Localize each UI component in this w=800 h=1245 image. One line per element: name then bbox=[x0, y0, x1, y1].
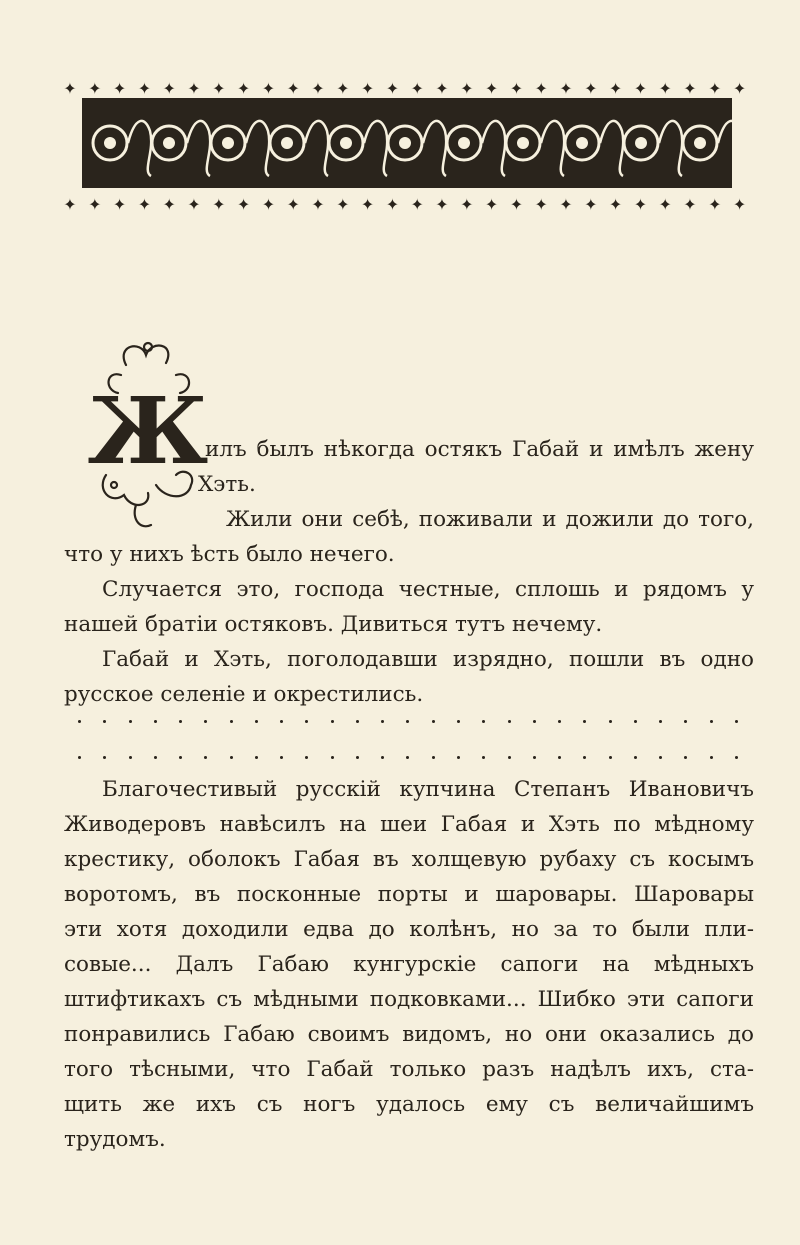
ellipsis-dot bbox=[129, 756, 132, 759]
ellipsis-dot bbox=[533, 720, 536, 723]
ornament-star-icon: ✦ bbox=[584, 79, 598, 98]
ornament-star-icon: ✦ bbox=[484, 195, 499, 214]
ornament-star-icon: ✦ bbox=[608, 195, 623, 214]
ornament-star-icon: ✦ bbox=[683, 79, 697, 98]
text-line-9: Благочестивый русскій купчина Степанъ Ивановичъ bbox=[102, 777, 754, 802]
ornament-star-icon: ✦ bbox=[608, 79, 623, 98]
ornament-star-icon: ✦ bbox=[708, 79, 722, 98]
text-line-3: Жили они себѣ, поживали и дожили до того, bbox=[226, 507, 754, 532]
ornament-star-icon: ✦ bbox=[212, 195, 226, 214]
text-line-2: Хэть. bbox=[198, 472, 256, 497]
ellipsis-dot bbox=[381, 756, 384, 759]
ellipsis-dot bbox=[331, 756, 334, 759]
ornament-star-icon: ✦ bbox=[336, 195, 350, 214]
ellipsis-dot bbox=[230, 720, 233, 723]
text-line-14: совые... Далъ Габаю кунгурскіе сапоги на мѣдныхъ bbox=[64, 952, 754, 977]
text-line-12: воротомъ, въ посконные порты и шаровары. Шаровары bbox=[64, 882, 754, 907]
text-line-8: русское селеніе и окрестились. bbox=[64, 682, 424, 707]
ornament-star-icon: ✦ bbox=[683, 195, 697, 214]
ellipsis-dot bbox=[255, 756, 258, 759]
ornament-star-icon: ✦ bbox=[88, 195, 102, 214]
ellipsis-row-2 bbox=[78, 756, 738, 759]
ellipsis-dot bbox=[179, 720, 182, 723]
ornament-star-icon: ✦ bbox=[484, 79, 499, 98]
text-line-11: крестику, оболокъ Габая въ холщевую рубаху съ косымъ bbox=[64, 847, 754, 872]
ellipsis-dot bbox=[482, 756, 485, 759]
ellipsis-dot bbox=[735, 720, 738, 723]
ellipsis-dot bbox=[129, 720, 132, 723]
headpiece-rosette-center bbox=[635, 137, 647, 149]
text-line-17: того тѣсными, что Габай только разъ надѣлъ ихъ, ста- bbox=[64, 1057, 754, 1082]
ornament-star-icon: ✦ bbox=[187, 79, 201, 98]
ornament-star-icon: ✦ bbox=[187, 195, 201, 214]
headpiece-rosette-center bbox=[399, 137, 411, 149]
ornament-star-icon: ✦ bbox=[137, 79, 152, 98]
ellipsis-dot bbox=[684, 756, 687, 759]
ornament-star-icon: ✦ bbox=[633, 195, 648, 214]
ellipsis-dot bbox=[280, 720, 283, 723]
ornament-star-icon: ✦ bbox=[286, 79, 300, 98]
ellipsis-dot bbox=[457, 756, 460, 759]
ornament-star-icon: ✦ bbox=[410, 195, 424, 214]
ellipsis-dot bbox=[710, 756, 713, 759]
ellipsis-dot bbox=[305, 720, 308, 723]
ellipsis-dot bbox=[230, 756, 233, 759]
ornament-star-icon: ✦ bbox=[261, 79, 276, 98]
ellipsis-dot bbox=[609, 720, 612, 723]
ellipsis-dot bbox=[103, 720, 106, 723]
dropcap-letter: Ж bbox=[87, 377, 209, 485]
headpiece-rosette-center bbox=[163, 137, 175, 149]
headpiece-rosette-center bbox=[517, 137, 529, 149]
text-line-10: Живодеровъ навѣсилъ на шеи Габая и Хэть по мѣдному bbox=[64, 812, 754, 837]
ornament-star-icon: ✦ bbox=[708, 195, 722, 214]
ornament-star-icon: ✦ bbox=[162, 195, 176, 214]
headpiece-rosette-center bbox=[458, 137, 470, 149]
ornament-star-icon: ✦ bbox=[559, 79, 573, 98]
ellipsis-dot bbox=[154, 756, 157, 759]
ellipsis-dot bbox=[356, 756, 359, 759]
ellipsis-dot bbox=[381, 720, 384, 723]
ellipsis-dot bbox=[558, 720, 561, 723]
text-line-4: что у нихъ ѣсть было нечего. bbox=[64, 542, 395, 567]
ellipsis-dot bbox=[710, 720, 713, 723]
text-line-6: нашей братіи остяковъ. Дивиться тутъ нечему. bbox=[64, 612, 603, 637]
headpiece-rosette-center bbox=[694, 137, 706, 149]
ornament-star-icon: ✦ bbox=[336, 79, 350, 98]
ellipsis-dot bbox=[78, 720, 81, 723]
ornament-star-icon: ✦ bbox=[534, 79, 548, 98]
ellipsis-dot bbox=[659, 756, 662, 759]
ellipsis-dot bbox=[204, 756, 207, 759]
ornament-star-icon: ✦ bbox=[658, 195, 672, 214]
ornament-star-icon: ✦ bbox=[658, 79, 672, 98]
text-line-5: Случается это, господа честные, сплошь и рядомъ у bbox=[102, 577, 754, 602]
ellipsis-dot bbox=[78, 756, 81, 759]
ellipsis-dot bbox=[735, 756, 738, 759]
text-line-18: щить же ихъ съ ногъ удалось ему съ величайшимъ bbox=[64, 1092, 754, 1117]
ornament-star-icon: ✦ bbox=[63, 79, 77, 98]
ornament-star-icon: ✦ bbox=[236, 79, 251, 98]
ornament-star-icon: ✦ bbox=[460, 79, 474, 98]
ornament-star-icon: ✦ bbox=[286, 195, 300, 214]
ellipsis-dot bbox=[533, 756, 536, 759]
text-line-13: эти хотя доходили едва до колѣнъ, но за то были пли- bbox=[64, 917, 754, 942]
text-line-16: понравились Габаю своимъ видомъ, но они оказались до bbox=[64, 1022, 754, 1047]
ornament-star-icon: ✦ bbox=[559, 195, 573, 214]
ellipsis-dot bbox=[558, 756, 561, 759]
ellipsis-dot bbox=[482, 720, 485, 723]
text-line-15: штифтикахъ съ мѣдными подковками... Шибко эти сапоги bbox=[64, 987, 754, 1012]
ornament-star-icon: ✦ bbox=[633, 79, 648, 98]
ornament-star-icon: ✦ bbox=[112, 195, 127, 214]
ornament-star-icon: ✦ bbox=[385, 195, 400, 214]
text-line-19: трудомъ. bbox=[64, 1127, 166, 1152]
ornament-star-icon: ✦ bbox=[732, 79, 747, 98]
dropcap-ornament bbox=[87, 335, 209, 535]
ornamental-headpiece bbox=[62, 76, 752, 216]
ornament-star-icon: ✦ bbox=[509, 195, 524, 214]
ornament-star-icon: ✦ bbox=[137, 195, 152, 214]
ornament-star-icon: ✦ bbox=[509, 79, 524, 98]
ellipsis-row-1 bbox=[78, 720, 738, 723]
ornament-star-icon: ✦ bbox=[261, 195, 276, 214]
ornament-star-icon: ✦ bbox=[162, 79, 176, 98]
ellipsis-dot bbox=[583, 720, 586, 723]
ornament-star-icon: ✦ bbox=[112, 79, 127, 98]
ornament-star-icon: ✦ bbox=[236, 195, 251, 214]
ellipsis-dot bbox=[204, 720, 207, 723]
ornament-star-icon: ✦ bbox=[534, 195, 548, 214]
headpiece-rosette-center bbox=[281, 137, 293, 149]
ellipsis-dot bbox=[659, 720, 662, 723]
headpiece-rosette-center bbox=[340, 137, 352, 149]
ellipsis-dot bbox=[406, 720, 409, 723]
ornament-star-icon: ✦ bbox=[460, 195, 474, 214]
text-line-7: Габай и Хэть, поголодавши изрядно, пошли въ одно bbox=[102, 647, 754, 672]
ornament-star-icon: ✦ bbox=[360, 195, 375, 214]
ornament-star-icon: ✦ bbox=[212, 79, 226, 98]
ornament-star-icon: ✦ bbox=[311, 79, 325, 98]
headpiece-star-border-bottom bbox=[63, 195, 746, 214]
ellipsis-dot bbox=[432, 720, 435, 723]
ellipsis-dot bbox=[103, 756, 106, 759]
ellipsis-dot bbox=[634, 756, 637, 759]
ellipsis-dot bbox=[634, 720, 637, 723]
headpiece-rosette-center bbox=[222, 137, 234, 149]
ornament-star-icon: ✦ bbox=[63, 195, 77, 214]
ellipsis-dot bbox=[508, 720, 511, 723]
ornament-star-icon: ✦ bbox=[360, 79, 375, 98]
ornament-star-icon: ✦ bbox=[732, 195, 747, 214]
ellipsis-dot bbox=[508, 756, 511, 759]
ellipsis-dot bbox=[457, 720, 460, 723]
headpiece-star-border-top bbox=[63, 79, 746, 98]
ornament-star-icon: ✦ bbox=[385, 79, 400, 98]
ellipsis-dot bbox=[305, 756, 308, 759]
ellipsis-dot bbox=[154, 720, 157, 723]
ellipsis-dot bbox=[609, 756, 612, 759]
ellipsis-dot bbox=[583, 756, 586, 759]
ornament-star-icon: ✦ bbox=[435, 195, 449, 214]
ellipsis-dot bbox=[280, 756, 283, 759]
headpiece-rosette-center bbox=[104, 137, 116, 149]
ellipsis-dot bbox=[356, 720, 359, 723]
ellipsis-dot bbox=[406, 756, 409, 759]
ellipsis-dot bbox=[255, 720, 258, 723]
ellipsis-dot bbox=[331, 720, 334, 723]
ornament-star-icon: ✦ bbox=[435, 79, 449, 98]
ellipsis-dot bbox=[684, 720, 687, 723]
ornament-star-icon: ✦ bbox=[88, 79, 102, 98]
ornament-star-icon: ✦ bbox=[311, 195, 325, 214]
text-line-1: илъ былъ нѣкогда остякъ Габай и имѣлъ жену bbox=[205, 437, 754, 462]
ellipsis-dot bbox=[432, 756, 435, 759]
ornament-star-icon: ✦ bbox=[584, 195, 598, 214]
headpiece-rosette-center bbox=[576, 137, 588, 149]
ellipsis-dot bbox=[179, 756, 182, 759]
ornament-star-icon: ✦ bbox=[410, 79, 424, 98]
